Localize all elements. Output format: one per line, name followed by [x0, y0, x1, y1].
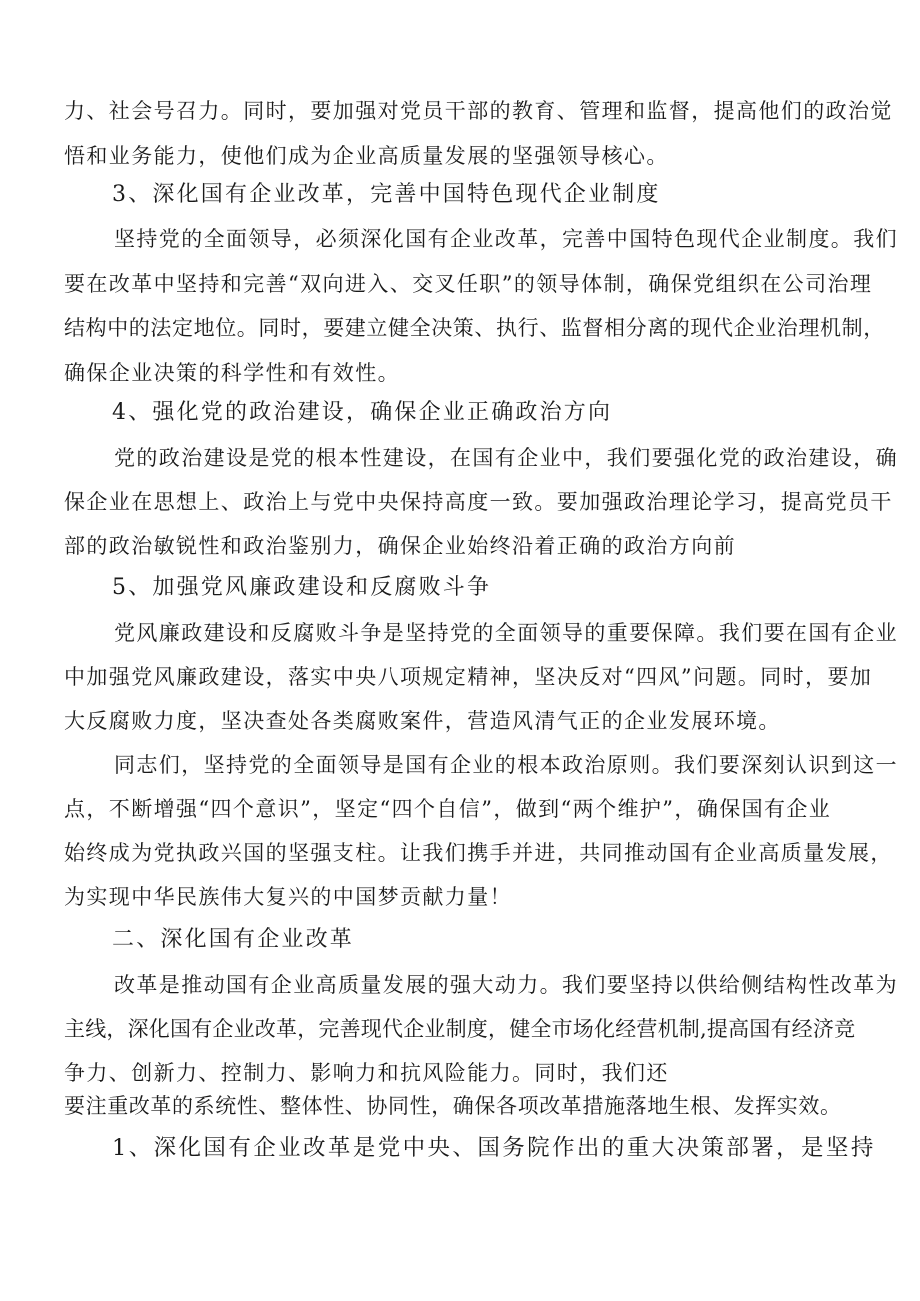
- paragraph-line: 点，不断增强“四个意识”，坚定“四个自信”，做到“两个维护”，确保国有企业: [64, 797, 832, 821]
- paragraph-line: 党的政治建设是党的根本性建设，在国有企业中，我们要强化党的政治建设，确: [114, 446, 898, 470]
- paragraph-line: 同志们，坚持党的全面领导是国有企业的根本政治原则。我们要深刻认识到这一: [114, 753, 898, 777]
- paragraph-line: 部的政治敏锐性和政治鉴别力，确保企业始终沿着正确的政治方向前: [64, 534, 736, 558]
- section-heading-2: 二、深化国有企业改革: [112, 927, 355, 952]
- paragraph-line: 改革是推动国有企业高质量发展的强大动力。我们要坚持以供给侧结构性改革为: [114, 973, 898, 997]
- paragraph-line: 党风廉政建设和反腐败斗争是坚持党的全面领导的重要保障。我们要在国有企业: [114, 621, 898, 645]
- paragraph-line: 要在改革中坚持和完善“双向进入、交叉任职”的领导体制，确保党组织在公司治理: [64, 272, 873, 296]
- paragraph-line: 始终成为党执政兴国的坚强支柱。让我们携手并进，共同推动国有企业高质量发展，: [64, 841, 893, 865]
- paragraph-line: 为实现中华民族伟大复兴的中国梦贡献力量！: [64, 885, 512, 909]
- paragraph-line: 中加强党风廉政建设，落实中央八项规定精神，坚决反对“四风”问题。同时，要加: [64, 665, 873, 689]
- section-heading-5: 5、加强党风廉政建设和反腐败斗争: [112, 575, 492, 600]
- paragraph-line: 悟和业务能力，使他们成为企业高质量发展的坚强领导核心。: [64, 144, 669, 168]
- paragraph-line: 坚持党的全面领导，必须深化国有企业改革，完善中国特色现代企业制度。我们: [114, 227, 898, 251]
- section-heading-3: 3、深化国有企业改革，完善中国特色现代企业制度: [112, 182, 661, 207]
- paragraph-line: 大反腐败力度，坚决查处各类腐败案件，营造风清气正的企业发展环境。: [64, 709, 781, 733]
- section-heading-4: 4、强化党的政治建设，确保企业正确政治方向: [112, 400, 613, 425]
- paragraph-line: 要注重改革的系统性、整体性、协同性，确保各项改革措施落地生根、发挥实效。: [64, 1094, 842, 1118]
- paragraph-line: 结构中的法定地位。同时，要建立健全决策、执行、监督相分离的现代企业治理机制，: [64, 316, 885, 340]
- paragraph-line: 力、社会号召力。同时，要加强对党员干部的教育、管理和监督，提高他们的政治觉: [64, 99, 893, 123]
- paragraph-line: 争力、创新力、控制力、影响力和抗风险能力。同时，我们还: [64, 1061, 669, 1085]
- paragraph-line: 保企业在思想上、政治上与党中央保持高度一致。要加强政治理论学习，提高党员干: [64, 490, 893, 514]
- paragraph-line: 主线，深化国有企业改革，完善现代企业制度，健全市场化经营机制,提高国有经济竞: [64, 1017, 856, 1041]
- paragraph-line: 确保企业决策的科学性和有效性。: [64, 361, 400, 385]
- section-heading-1: 1、深化国有企业改革是党中央、国务院作出的重大决策部署，是坚持: [112, 1135, 876, 1161]
